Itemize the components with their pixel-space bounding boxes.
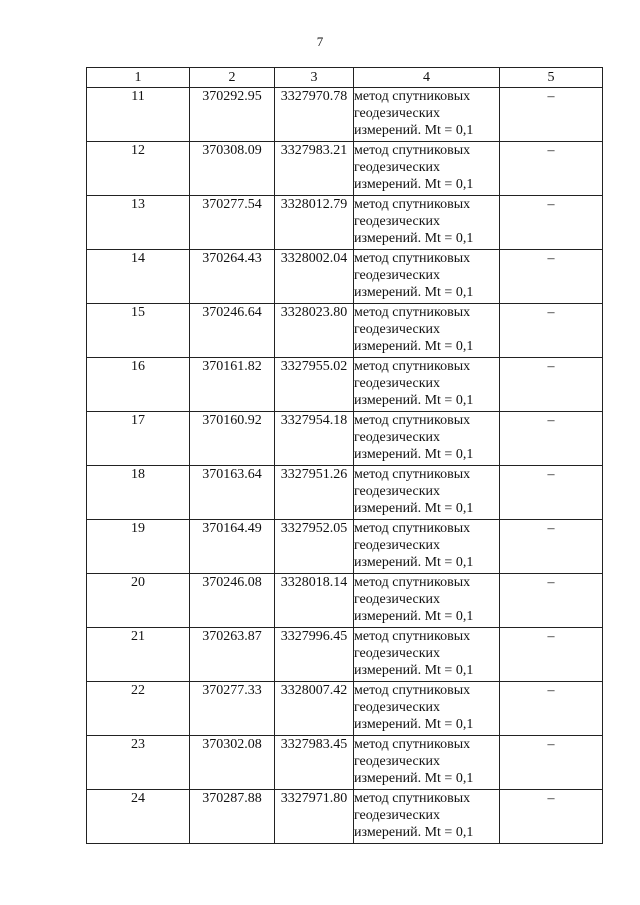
header-cell: 5 <box>500 68 603 88</box>
table-row <box>87 790 603 844</box>
coordinates-table <box>86 67 603 844</box>
y-coordinate-cell: 3327970.78 <box>275 88 354 142</box>
table-row <box>87 736 603 790</box>
point-number-cell: 18 <box>87 466 190 520</box>
method-cell: метод спутниковых геодезических измерений. Mt = 0,1 <box>354 142 500 196</box>
x-coordinate-cell: 370246.64 <box>190 304 275 358</box>
table-row <box>87 88 603 142</box>
x-coordinate-cell: 370277.54 <box>190 196 275 250</box>
note-cell: – <box>500 574 603 628</box>
x-coordinate-cell: 370287.88 <box>190 790 275 844</box>
table-row <box>87 142 603 196</box>
method-cell: метод спутниковых геодезических измерений. Mt = 0,1 <box>354 574 500 628</box>
x-coordinate-cell: 370160.92 <box>190 412 275 466</box>
table-row <box>87 358 603 412</box>
point-number-cell: 24 <box>87 790 190 844</box>
y-coordinate-cell: 3327954.18 <box>275 412 354 466</box>
note-cell: – <box>500 250 603 304</box>
y-coordinate-cell: 3327983.45 <box>275 736 354 790</box>
point-number-cell: 13 <box>87 196 190 250</box>
point-number-cell: 12 <box>87 142 190 196</box>
header-cell: 2 <box>190 68 275 88</box>
y-coordinate-cell: 3327955.02 <box>275 358 354 412</box>
y-coordinate-cell: 3327952.05 <box>275 520 354 574</box>
x-coordinate-cell: 370163.64 <box>190 466 275 520</box>
method-cell: метод спутниковых геодезических измерений. Mt = 0,1 <box>354 520 500 574</box>
method-cell: метод спутниковых геодезических измерений. Mt = 0,1 <box>354 250 500 304</box>
method-cell: метод спутниковых геодезических измерений. Mt = 0,1 <box>354 88 500 142</box>
point-number-cell: 15 <box>87 304 190 358</box>
point-number-cell: 23 <box>87 736 190 790</box>
method-cell: метод спутниковых геодезических измерений. Mt = 0,1 <box>354 412 500 466</box>
note-cell: – <box>500 682 603 736</box>
y-coordinate-cell: 3327996.45 <box>275 628 354 682</box>
table-row <box>87 250 603 304</box>
method-cell: метод спутниковых геодезических измерений. Mt = 0,1 <box>354 736 500 790</box>
note-cell: – <box>500 196 603 250</box>
x-coordinate-cell: 370277.33 <box>190 682 275 736</box>
point-number-cell: 20 <box>87 574 190 628</box>
method-cell: метод спутниковых геодезических измерений. Mt = 0,1 <box>354 358 500 412</box>
table-row <box>87 520 603 574</box>
table-row <box>87 628 603 682</box>
note-cell: – <box>500 628 603 682</box>
note-cell: – <box>500 88 603 142</box>
y-coordinate-cell: 3328012.79 <box>275 196 354 250</box>
y-coordinate-cell: 3328007.42 <box>275 682 354 736</box>
table-row <box>87 682 603 736</box>
point-number-cell: 22 <box>87 682 190 736</box>
x-coordinate-cell: 370308.09 <box>190 142 275 196</box>
header-cell: 3 <box>275 68 354 88</box>
x-coordinate-cell: 370292.95 <box>190 88 275 142</box>
note-cell: – <box>500 466 603 520</box>
table-row <box>87 412 603 466</box>
point-number-cell: 17 <box>87 412 190 466</box>
note-cell: – <box>500 358 603 412</box>
x-coordinate-cell: 370246.08 <box>190 574 275 628</box>
y-coordinate-cell: 3327983.21 <box>275 142 354 196</box>
x-coordinate-cell: 370264.43 <box>190 250 275 304</box>
table-row <box>87 304 603 358</box>
method-cell: метод спутниковых геодезических измерений. Mt = 0,1 <box>354 790 500 844</box>
note-cell: – <box>500 736 603 790</box>
point-number-cell: 16 <box>87 358 190 412</box>
point-number-cell: 14 <box>87 250 190 304</box>
x-coordinate-cell: 370164.49 <box>190 520 275 574</box>
y-coordinate-cell: 3327951.26 <box>275 466 354 520</box>
header-cell: 1 <box>87 68 190 88</box>
page-number: 7 <box>316 34 324 49</box>
x-coordinate-cell: 370263.87 <box>190 628 275 682</box>
y-coordinate-cell: 3328023.80 <box>275 304 354 358</box>
y-coordinate-cell: 3327971.80 <box>275 790 354 844</box>
method-cell: метод спутниковых геодезических измерений. Mt = 0,1 <box>354 628 500 682</box>
table-row <box>87 196 603 250</box>
method-cell: метод спутниковых геодезических измерений. Mt = 0,1 <box>354 682 500 736</box>
note-cell: – <box>500 520 603 574</box>
table-header-row <box>87 68 603 88</box>
y-coordinate-cell: 3328018.14 <box>275 574 354 628</box>
note-cell: – <box>500 304 603 358</box>
note-cell: – <box>500 142 603 196</box>
note-cell: – <box>500 790 603 844</box>
header-cell: 4 <box>354 68 500 88</box>
method-cell: метод спутниковых геодезических измерений. Mt = 0,1 <box>354 196 500 250</box>
point-number-cell: 21 <box>87 628 190 682</box>
table-row <box>87 574 603 628</box>
point-number-cell: 19 <box>87 520 190 574</box>
method-cell: метод спутниковых геодезических измерений. Mt = 0,1 <box>354 466 500 520</box>
x-coordinate-cell: 370302.08 <box>190 736 275 790</box>
y-coordinate-cell: 3328002.04 <box>275 250 354 304</box>
method-cell: метод спутниковых геодезических измерений. Mt = 0,1 <box>354 304 500 358</box>
table-row <box>87 466 603 520</box>
x-coordinate-cell: 370161.82 <box>190 358 275 412</box>
note-cell: – <box>500 412 603 466</box>
point-number-cell: 11 <box>87 88 190 142</box>
